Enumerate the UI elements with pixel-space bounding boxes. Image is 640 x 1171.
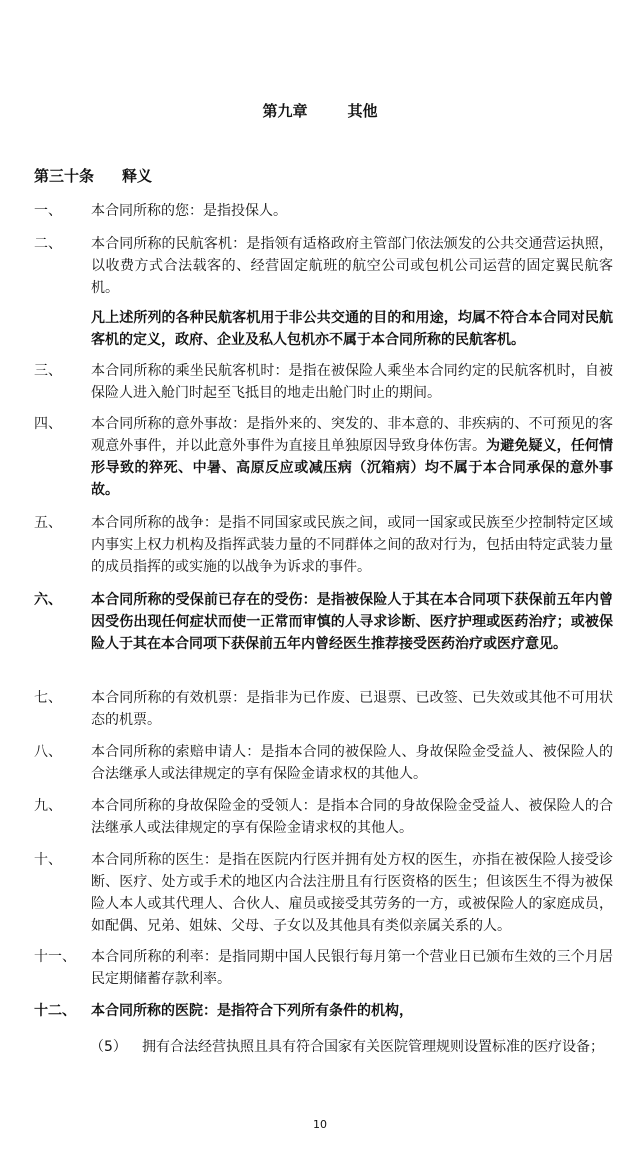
chapter-number: 第九章 bbox=[262, 102, 308, 120]
item-text-block bbox=[91, 413, 613, 501]
chapter-heading bbox=[0, 100, 640, 121]
item-number: 十、 bbox=[34, 852, 62, 868]
item-text: 本合同所称的身故保险金的受领人：是指本合同的身故保险金受益人、被保险人的合法继承人或法律规定的享有保险金请求权的其他人。 bbox=[91, 798, 613, 836]
item-number: 四、 bbox=[34, 416, 62, 432]
item-number: 七、 bbox=[34, 690, 62, 706]
item-number: 一、 bbox=[34, 203, 62, 219]
sub-item bbox=[90, 1036, 615, 1058]
item-text: 本合同所称的您：是指投保人。 bbox=[91, 203, 287, 219]
article-heading bbox=[34, 165, 152, 186]
page-number: 10 bbox=[313, 1118, 327, 1131]
item-text: 本合同所称的索赔申请人：是指本合同的被保险人、身故保险金受益人、被保险人的合法继承人或法律规定的享有保险金请求权的其他人。 bbox=[91, 744, 613, 782]
item-text: 本合同所称的战争：是指不同国家或民族之间，或同一国家或民族至少控制特定区域内事实上权力机构及指挥武装力量的不同群体之间的敌对行为，包括由特定武装力量的成员指挥的或实施的以战争为诉求的事件。 bbox=[91, 515, 613, 575]
item-number: 十二、 bbox=[34, 1003, 76, 1019]
chapter-title: 其他 bbox=[347, 102, 378, 120]
definition-item bbox=[34, 946, 614, 990]
item-number: 八、 bbox=[34, 744, 62, 760]
sub-item-text: 拥有合法经营执照且具有符合国家有关医院管理规则设置标准的医疗设备； bbox=[142, 1039, 604, 1055]
item-number: 二、 bbox=[34, 236, 62, 252]
item-number: 三、 bbox=[34, 363, 62, 379]
item-number: 六、 bbox=[34, 592, 62, 608]
definition-item bbox=[34, 360, 614, 404]
item-note-text: 凡上述所列的各种民航客机用于非公共交通的目的和用途，均属不符合本合同对民航客机的定义，政府、企业及私人包机亦不属于本合同所称的民航客机。 bbox=[91, 310, 613, 348]
item-text: 本合同所称的意外事故：是指外来的、突发的、非本意的、非疾病的、不可预见的客观意外事件，并以此意外事件为直接且单独原因导致身体伤害。 bbox=[91, 416, 613, 454]
item-text: 本合同所称的乘坐民航客机时：是指在被保险人乘坐本合同约定的民航客机时，自被保险人进入舱门时起至飞抵目的地走出舱门时止的期间。 bbox=[91, 363, 613, 401]
definition-item bbox=[34, 200, 614, 222]
item-text: 本合同所称的医院：是指符合下列所有条件的机构， bbox=[91, 1003, 413, 1019]
definition-item bbox=[34, 849, 614, 937]
definition-item bbox=[34, 233, 614, 299]
definition-item bbox=[34, 741, 614, 785]
item-bold-text: 为避免疑义，任何情形导致的猝死、中暑、高原反应或减压病（沉箱病）均不属于本合同承保的意外事故。 bbox=[91, 438, 613, 498]
item-text: 本合同所称的医生：是指在医院内行医并拥有处方权的医生，亦指在被保险人接受诊断、医疗、处方或手术的地区内合法注册且有行医资格的医生；但该医生不得为被保险人本人或其代理人、合伙人、雇员或接受其劳务的一方，或被保险人的家庭成员，如配偶、兄弟、姐妹、父母、子女以及其他具有类似亲属关系的人。 bbox=[91, 852, 613, 934]
item-text: 本合同所称的受保前已存在的受伤：是指被保险人于其在本合同项下获保前五年内曾因受伤出现任何症状而使一正常而审慎的人寻求诊断、医疗护理或医药治疗；或被保险人于其在本合同项下获保前五年内曾经医生推荐接受医药治疗或医疗意见。 bbox=[91, 592, 613, 652]
item-number: 五、 bbox=[34, 515, 62, 531]
item-number: 九、 bbox=[34, 798, 62, 814]
definition-item bbox=[34, 1000, 614, 1022]
article-title: 释义 bbox=[122, 167, 153, 185]
article-number: 第三十条 bbox=[34, 167, 95, 185]
item-number: 十一、 bbox=[34, 949, 76, 965]
definition-item bbox=[34, 512, 614, 578]
definition-item bbox=[34, 687, 614, 731]
item-text: 本合同所称的民航客机：是指领有适格政府主管部门依法颁发的公共交通营运执照，以收费方式合法载客的、经营固定航班的航空公司或包机公司运营的固定翼民航客机。 bbox=[91, 236, 613, 296]
definition-item bbox=[34, 589, 614, 655]
sub-item-number: （5） bbox=[90, 1039, 127, 1055]
definition-note bbox=[34, 307, 614, 351]
item-text: 本合同所称的有效机票：是指非为已作废、已退票、已改签、已失效或其他不可用状态的机票。 bbox=[91, 690, 613, 728]
item-text: 本合同所称的利率：是指同期中国人民银行每月第一个营业日已颁布生效的三个月居民定期储蓄存款利率。 bbox=[91, 949, 613, 987]
definition-item bbox=[34, 413, 614, 501]
definition-item bbox=[34, 795, 614, 839]
